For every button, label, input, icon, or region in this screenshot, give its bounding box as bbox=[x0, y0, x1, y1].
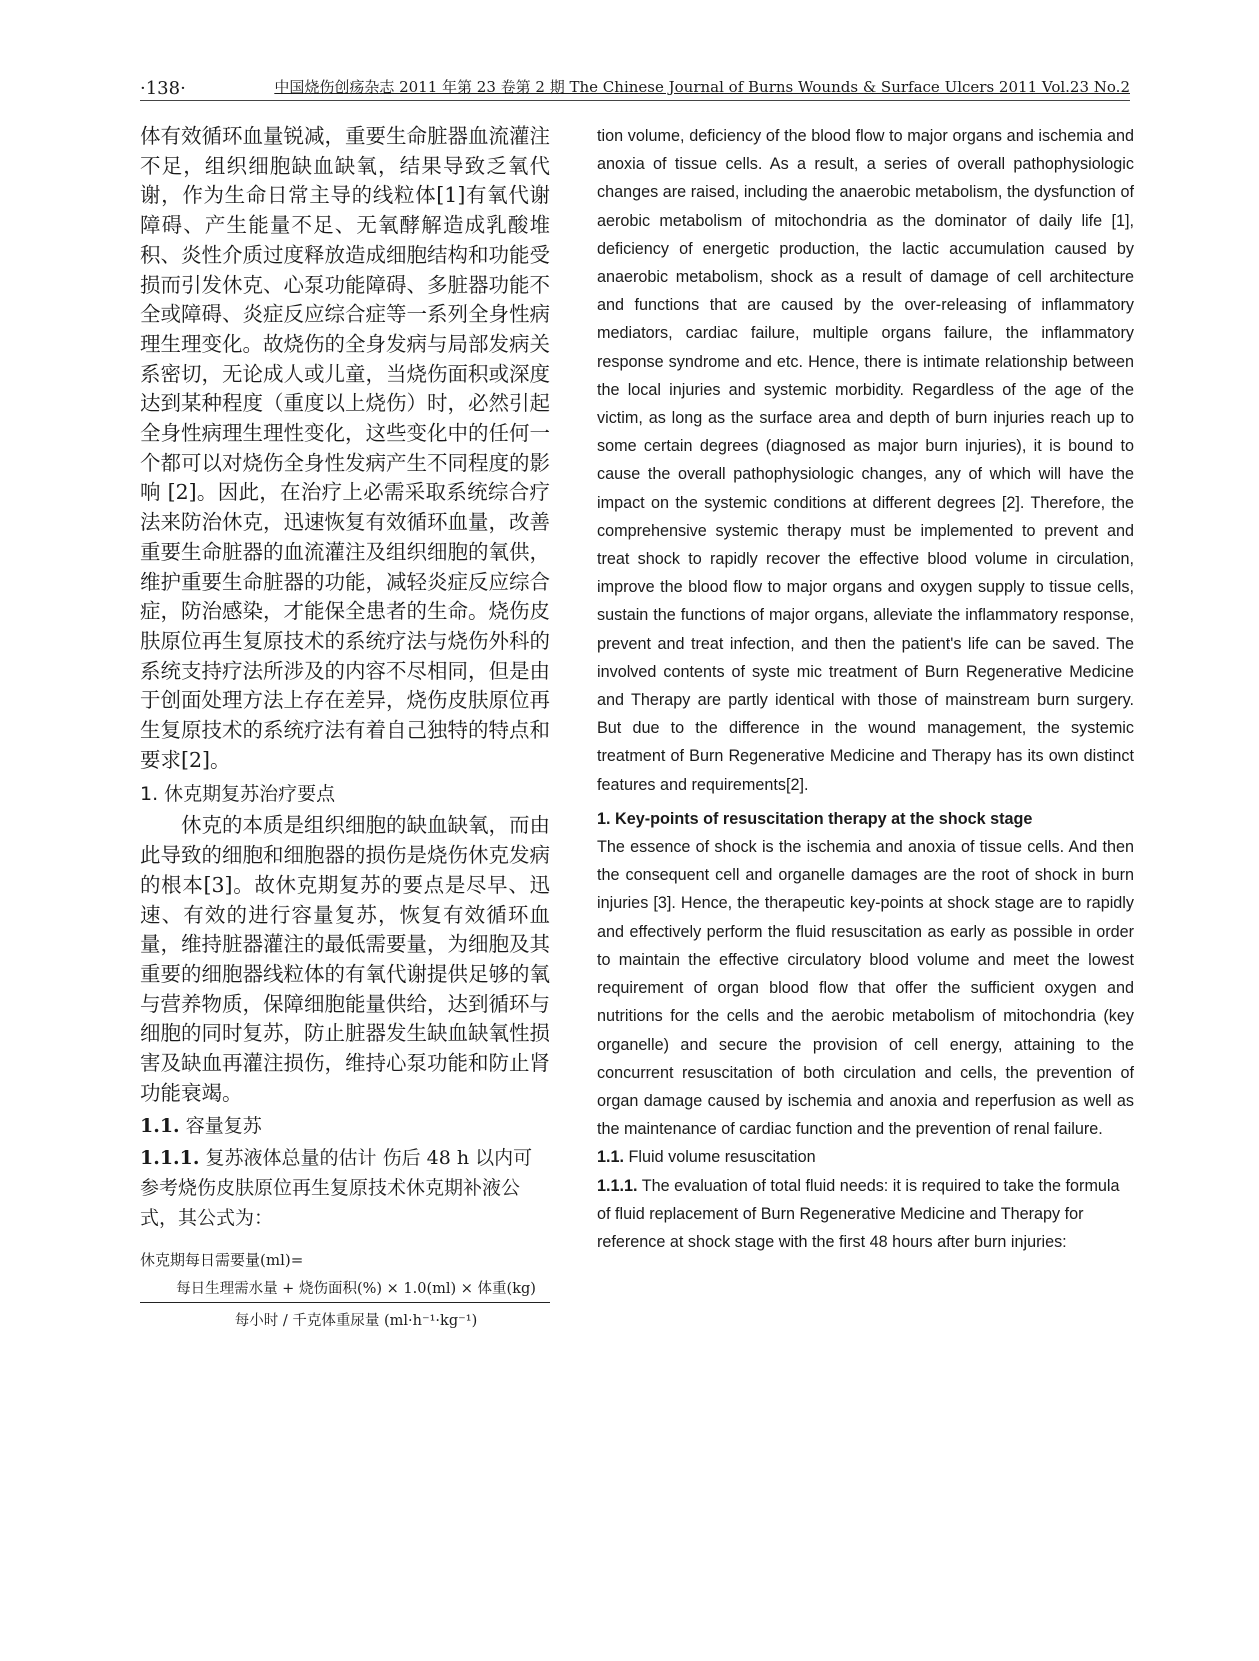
formula-numerator: 每日生理需水量 + 烧伤面积(%) × 1.0(ml) × 体重(kg) bbox=[140, 1277, 550, 1303]
english-column bbox=[597, 122, 1134, 1256]
subsection-text: The evaluation of total fluid needs: it is required to take the formula of fluid replacement of Burn Regenerative Medicine and Therapy for reference at shock stage with the first 48 hours after burn injuries: bbox=[597, 1176, 1120, 1251]
english-paragraph-2: The essence of shock is the ischemia and anoxia of tissue cells. And then the consequent cell and organelle damages are the root of shock in burn injuries [3]. Hence, the therapeutic key-points at shock stage are to rapidly and effectively perform the fluid resuscitation as early as possible in order to maintain the effective circulatory blood volume and meet the lowest requirement of organ blood flow that offer the sufficient oxygen and nutritions for the cells and the aerobic metabolism of mitochondria (key organelle) and secure the provision of cell energy, attaining to the concurrent resuscitation of both circulation and cells, the prevention of organ damage caused by ischemia and anoxia and reperfusion as well as the maintenance of cardiac function and the prevention of renal failure. bbox=[597, 838, 1134, 1139]
formula-label: 休克期每日需要量(ml)= bbox=[140, 1250, 304, 1269]
chinese-section-heading: 1. 休克期复苏治疗要点 bbox=[140, 783, 336, 806]
chinese-column bbox=[140, 122, 550, 1330]
chinese-subsection-1-1-1 bbox=[140, 1143, 550, 1233]
subsection-number: 1.1. bbox=[140, 1114, 180, 1137]
subsection-text: 复苏液体总量的估计 伤后 48 h 以内可参考烧伤皮肤原位再生复原技术休克期补液公式，其公式为： bbox=[140, 1146, 533, 1229]
english-paragraph-1: tion volume, deficiency of the blood flow to major organs and ischemia and anoxia of tissue cells. As a result, a series of overall pathophysiologic changes are raised, including the anaerobic metabolism, the dysfunction of aerobic metabolism of mitochondria as the dominator of daily life [1], deficiency of energetic production, the lactic accumulation caused by anaerobic metabolism, shock as a result of damage of cell architecture and functions that are caused by the over-releasing of inflammatory mediators, cardiac failure, multiple organs failure, the inflammatory response syndrome and etc. Hence, there is intimate relationship between the local injuries and systemic morbidity. Regardless of the age of the victim, as long as the surface area and depth of burn injuries reach up to some certain degrees (diagnosed as major burn injuries), it is bound to cause the overall pathophysiologic changes, any of which will have the impact on the systemic conditions at different degrees [2]. Therefore, the comprehensive systemic therapy must be implemented to prevent and treat shock to rapidly recover the effective blood volume in circulation, improve the blood flow to major organs and oxygen supply to tissue cells, sustain the functions of major organs, alleviate the inflammatory response, prevent and treat infection, and then the patient's life can be saved. The involved contents of syste mic treatment of Burn Regenerative Medicine and Therapy are partly identical with those of mainstream burn surgery. But due to the difference in the wound management, the systemic treatment of Burn Regenerative Medicine and Therapy has its own distinct features and requirements[2]. bbox=[597, 127, 1134, 794]
english-section-heading: 1. Key-points of resuscitation therapy at the shock stage bbox=[597, 809, 1033, 828]
english-subsection-1-1-1 bbox=[597, 1172, 1134, 1257]
page-number: ·138· bbox=[140, 78, 186, 99]
subsection-number: 1.1. bbox=[597, 1148, 625, 1167]
english-subsection-1-1 bbox=[597, 1143, 1134, 1171]
formula-denominator: 每小时 / 千克体重尿量 (ml·h⁻¹·kg⁻¹) bbox=[234, 1312, 478, 1329]
chinese-paragraph-1: 体有效循环血量锐减，重要生命脏器血流灌注不足，组织细胞缺血缺氧，结果导致乏氧代谢，作为生命日常主导的线粒体[1]有氧代谢障碍、产生能量不足、无氧酵解造成乳酸堆积、炎性介质过度释放造成细胞结构和功能受损而引发休克、心泵功能障碍、多脏器功能不全或障碍、炎症反应综合症等一系列全身性病理生理变化。故烧伤的全身发病与局部发病关系密切，无论成人或儿童，当烧伤面积或深度达到某种程度（重度以上烧伤）时，必然引起全身性病理生理性变化，这些变化中的任何一个都可以对烧伤全身性发病产生不同程度的影响 [2]。因此，在治疗上必需采取系统综合疗法来防治休克，迅速恢复有效循环血量，改善重要生命脏器的血流灌注及组织细胞的氧供，维护重要生命脏器的功能，减轻炎症反应综合症，防治感染，才能保全患者的生命。烧伤皮肤原位再生复原技术的系统疗法与烧伤外科的系统支持疗法所涉及的内容不尽相同，但是由于创面处理方法上存在差异，烧伤皮肤原位再生复原技术的系统疗法有着自己独特的特点和要求[2]。 bbox=[140, 124, 550, 772]
chinese-paragraph-2: 休克的本质是组织细胞的缺血缺氧，而由此导致的细胞和细胞器的损伤是烧伤休克发病的根本[3]。故休克期复苏的要点是尽早、迅速、有效的进行容量复苏，恢复有效循环血量，维持脏器灌注的最低需要量，为细胞及其重要的细胞器线粒体的有氧代谢提供足够的氧与营养物质，保障细胞能量供给，达到循环与细胞的同时复苏，防止脏器发生缺血缺氧性损害及缺血再灌注损伤，维持心泵功能和防止肾功能衰竭。 bbox=[140, 813, 550, 1105]
subsection-title: Fluid volume resuscitation bbox=[624, 1148, 816, 1167]
resuscitation-formula bbox=[140, 1277, 550, 1330]
subsection-number: 1.1.1. bbox=[140, 1146, 200, 1169]
running-header bbox=[140, 72, 1130, 101]
subsection-title: 容量复苏 bbox=[179, 1114, 262, 1137]
subsection-number: 1.1.1. bbox=[597, 1176, 638, 1195]
chinese-subsection-1-1 bbox=[140, 1111, 550, 1141]
journal-title: 中国烧伤创疡杂志 2011 年第 23 卷第 2 期 The Chinese Journal of Burns Wounds & Surface Ulcers 2011 Vol.23 No.2 bbox=[274, 78, 1130, 96]
